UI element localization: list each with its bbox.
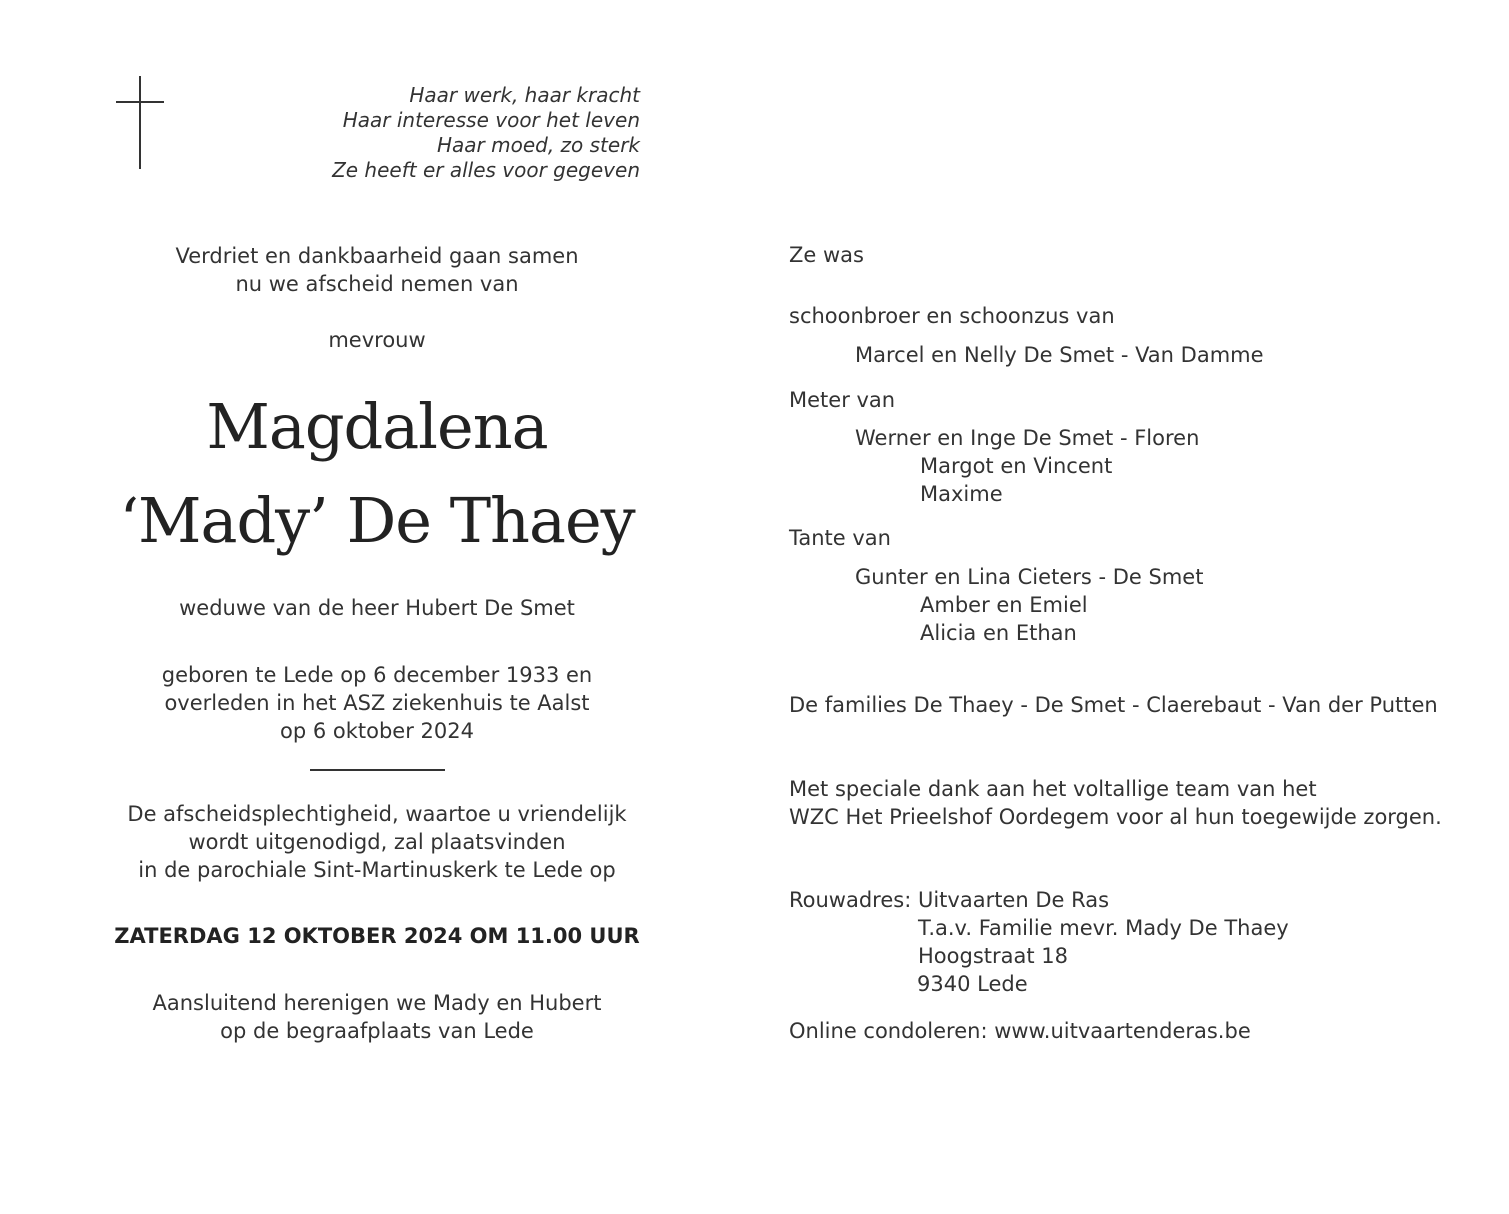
cross-icon: [139, 76, 141, 169]
thanks-line: Met speciale dank aan het voltallige team van het: [789, 777, 1317, 801]
online-condolence: Online condoleren: www.uitvaartenderas.be: [789, 1019, 1251, 1043]
burial-line: op de begraafplaats van Lede: [220, 1019, 534, 1043]
ze-was: Ze was: [789, 243, 864, 267]
ceremony-date: ZATERDAG 12 OKTOBER 2024 OM 11.00 UUR: [114, 924, 640, 948]
life-dates: [100, 661, 654, 745]
thanks: [789, 775, 1442, 831]
intro-line: Verdriet en dankbaarheid gaan samen: [175, 244, 579, 268]
life-line: geboren te Lede op 6 december 1933 en: [161, 663, 593, 687]
address-line: 9340 Lede: [917, 972, 1028, 996]
tante-label: Tante van: [789, 526, 891, 550]
meter-label: Meter van: [789, 388, 896, 412]
deceased-full-name: ‘Mady’ De Thaey: [119, 484, 635, 557]
schoon-name: Marcel en Nelly De Smet - Van Damme: [855, 343, 1264, 367]
poem-line: Ze heeft er alles voor gegeven: [332, 158, 640, 182]
tante-name: Gunter en Lina Cieters - De Smet: [855, 565, 1204, 589]
poem-line: Haar interesse voor het leven: [342, 108, 640, 132]
life-line: op 6 oktober 2024: [280, 719, 474, 743]
cross-icon-bar: [116, 101, 164, 103]
thanks-line: WZC Het Prieelshof Oordegem voor al hun toegewijde zorgen.: [789, 805, 1442, 829]
ceremony-text: [100, 800, 654, 884]
intro-line: nu we afscheid nemen van: [235, 272, 519, 296]
tante-child: Amber en Emiel: [920, 593, 1088, 617]
address-line: Hoogstraat 18: [918, 944, 1068, 968]
poem-line: Haar werk, haar kracht: [409, 83, 640, 107]
ceremony-line: De afscheidsplechtigheid, waartoe u vriendelijk: [127, 802, 627, 826]
poem-line: Haar moed, zo sterk: [436, 133, 640, 157]
ceremony-line: in de parochiale Sint-Martinuskerk te Lede op: [138, 858, 616, 882]
schoon-label: schoonbroer en schoonzus van: [789, 304, 1115, 328]
widow-line: weduwe van de heer Hubert De Smet: [179, 596, 575, 620]
families: De families De Thaey - De Smet - Claerebaut - Van der Putten: [789, 693, 1438, 717]
ceremony-line: wordt uitgenodigd, zal plaatsvinden: [188, 830, 566, 854]
life-line: overleden in het ASZ ziekenhuis te Aalst: [164, 691, 590, 715]
intro: [100, 242, 654, 298]
address-label: Rouwadres: Uitvaarten De Ras: [789, 888, 1110, 912]
meter-child: Margot en Vincent: [920, 454, 1113, 478]
poem: [332, 83, 640, 183]
meter-child: Maxime: [920, 482, 1003, 506]
title: mevrouw: [328, 328, 426, 352]
deceased-first-name: Magdalena: [206, 390, 548, 463]
burial-line: Aansluitend herenigen we Mady en Hubert: [152, 991, 602, 1015]
meter-name: Werner en Inge De Smet - Floren: [855, 426, 1200, 450]
tante-child: Alicia en Ethan: [920, 621, 1077, 645]
address-line: T.a.v. Familie mevr. Mady De Thaey: [918, 916, 1289, 940]
burial-text: [100, 989, 654, 1045]
divider: [310, 769, 445, 771]
